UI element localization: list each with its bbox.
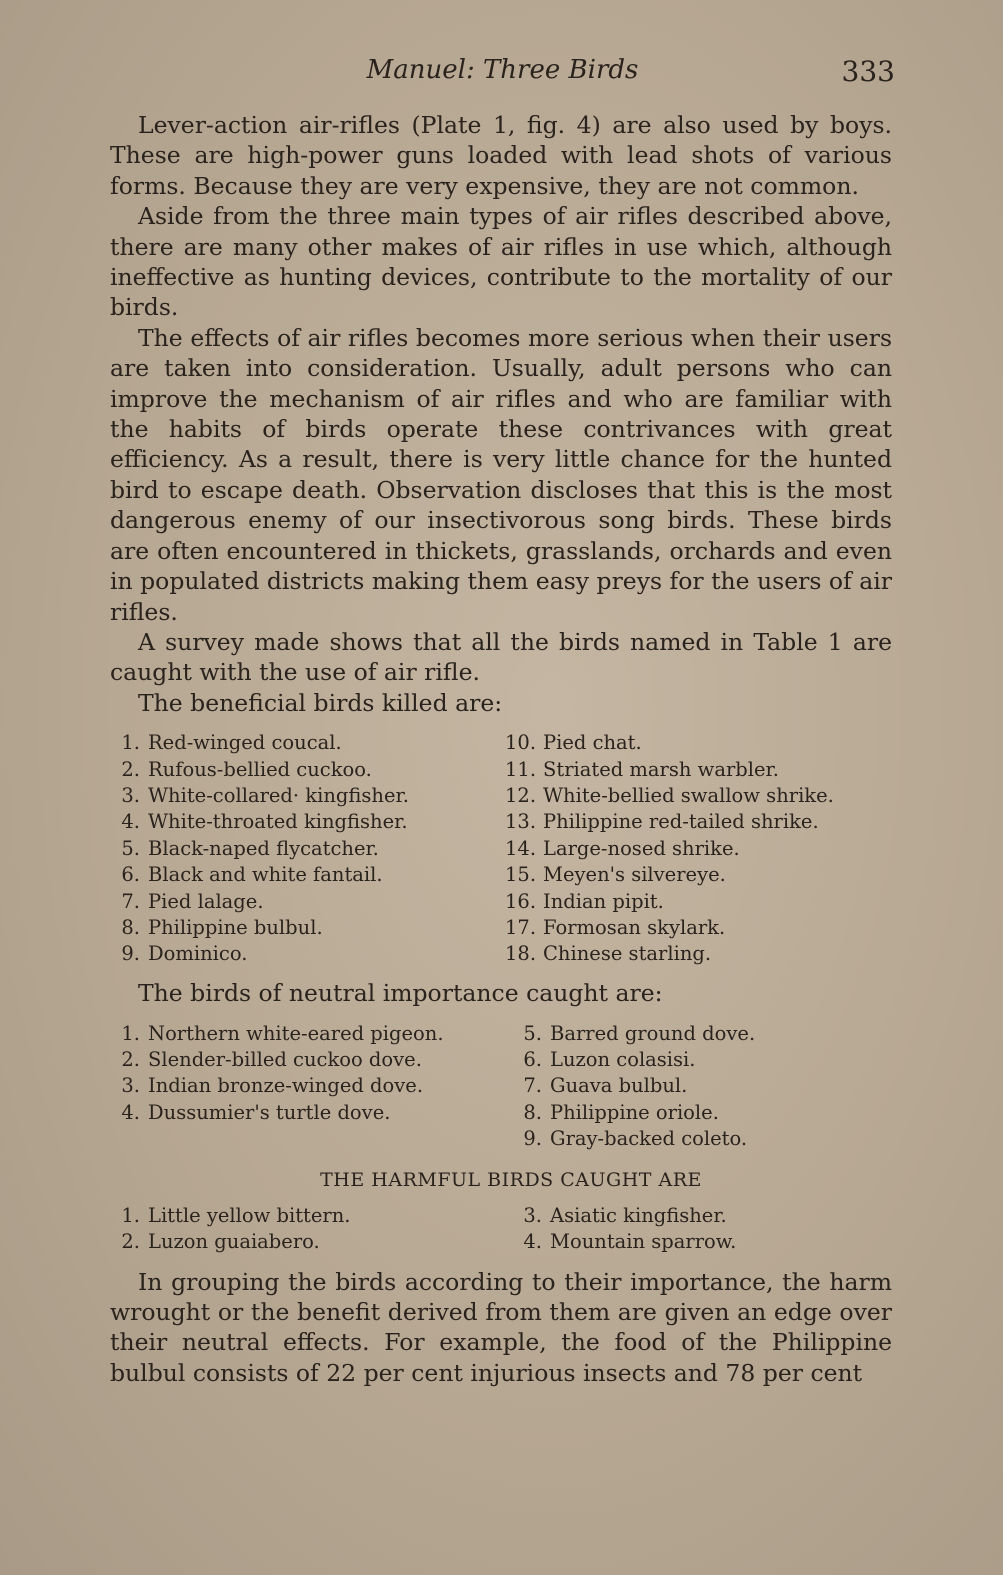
harmful-list	[110, 1203, 892, 1257]
list-item-name: Black and white fantail.	[148, 863, 383, 887]
list-item	[512, 1229, 736, 1255]
list-item-name: Red-winged coucal.	[148, 731, 342, 755]
list-item	[512, 1021, 755, 1047]
list-item-number: 1.	[121, 731, 140, 755]
list-item	[512, 1126, 755, 1152]
list-item-name: Little yellow bittern.	[148, 1203, 351, 1227]
list-item	[110, 941, 409, 967]
list-item-number: 8.	[523, 1100, 542, 1124]
list-item-number: 4.	[121, 810, 140, 834]
harmful-right-column	[512, 1203, 736, 1256]
list-item	[512, 1073, 755, 1099]
list-item-number: 7.	[523, 1074, 542, 1098]
list-item	[110, 1100, 444, 1126]
beneficial-intro: The beneficial birds killed are:	[138, 688, 503, 717]
list-item-name: Black-naped flycatcher.	[148, 836, 379, 860]
list-item-number: 10.	[505, 731, 537, 755]
paragraph: The effects of air rifles becomes more serious when their users are taken into consideration. Usually, adult persons who can improve the mechanism of air rifles and who are familiar with the habits of birds operate these contrivances with great efficiency. As a result, there is very little chance for the hunted bird to escape death. Observation discloses that this is the most dangerous enemy of our insectivorous song birds. These birds are often encountered in thickets, grasslands, orchards and even in populated districts making them easy preys for the users of air rifles.	[110, 323, 892, 626]
beneficial-left-column	[110, 730, 409, 968]
list-item-number: 11.	[505, 757, 537, 781]
list-item	[110, 862, 409, 888]
list-item-name: Gray-backed coleto.	[550, 1127, 748, 1151]
neutral-left-column	[110, 1021, 444, 1127]
list-item-number: 18.	[505, 942, 537, 966]
list-item	[505, 783, 834, 809]
list-item-name: White-bellied swallow shrike.	[543, 783, 834, 807]
list-item-number: 12.	[505, 783, 537, 807]
list-item-name: Slender-billed cuckoo dove.	[148, 1047, 422, 1071]
list-item-number: 17.	[505, 915, 537, 939]
list-item-name: Northern white-eared pigeon.	[148, 1021, 444, 1045]
list-item-number: 1.	[121, 1021, 140, 1045]
list-item-name: Large-nosed shrike.	[543, 836, 740, 860]
list-item	[110, 1229, 351, 1255]
list-item	[505, 889, 834, 915]
list-item-name: Philippine bulbul.	[148, 915, 323, 939]
list-item-name: Pied chat.	[543, 731, 642, 755]
list-item-name: Philippine oriole.	[550, 1100, 719, 1124]
list-item-number: 8.	[121, 915, 140, 939]
list-item-number: 6.	[121, 863, 140, 887]
list-item	[110, 1021, 444, 1047]
list-item	[505, 862, 834, 888]
list-item-name: Rufous-bellied cuckoo.	[148, 757, 372, 781]
list-item	[110, 730, 409, 756]
list-item-number: 15.	[505, 863, 537, 887]
list-item-name: Indian bronze-winged dove.	[148, 1074, 424, 1098]
list-item-name: Formosan skylark.	[543, 915, 726, 939]
list-item-number: 2.	[121, 1047, 140, 1071]
list-item-number: 14.	[505, 836, 537, 860]
list-item	[110, 809, 409, 835]
page-number: 333	[841, 55, 895, 88]
list-item-name: White-collared· kingfisher.	[148, 783, 409, 807]
running-head: Manuel: Three Birds	[366, 55, 639, 85]
paragraph: Lever-action air-rifles (Plate 1, fig. 4) are also used by boys. These are high-power guns loaded with lead shots of various forms. Because they are very expensive, they are not common.	[110, 111, 892, 200]
list-item-number: 2.	[121, 757, 140, 781]
list-item	[110, 757, 409, 783]
list-item-name: Indian pipit.	[543, 889, 664, 913]
harmful-heading: THE HARMFUL BIRDS CAUGHT ARE	[320, 1168, 702, 1191]
list-item-name: Pied lalage.	[148, 889, 264, 913]
list-item-number: 16.	[505, 889, 537, 913]
list-item-name: Dussumier's turtle dove.	[148, 1100, 391, 1124]
list-item-name: Striated marsh warbler.	[543, 757, 779, 781]
harmful-left-column	[110, 1203, 351, 1256]
list-item-name: Luzon guaiabero.	[148, 1229, 320, 1253]
list-item	[505, 757, 834, 783]
list-item-number: 3.	[523, 1203, 542, 1227]
list-item-number: 1.	[121, 1203, 140, 1227]
list-item-name: Barred ground dove.	[550, 1021, 756, 1045]
list-item-name: Guava bulbul.	[550, 1074, 688, 1098]
list-item-name: Mountain sparrow.	[550, 1229, 737, 1253]
list-item-number: 6.	[523, 1047, 542, 1071]
list-item	[110, 1073, 444, 1099]
list-item-number: 3.	[121, 783, 140, 807]
list-item	[505, 941, 834, 967]
list-item	[512, 1203, 736, 1229]
page-body	[110, 110, 892, 1388]
list-item-number: 2.	[121, 1229, 140, 1253]
list-item-number: 5.	[121, 836, 140, 860]
list-item	[505, 915, 834, 941]
list-item-number: 4.	[121, 1100, 140, 1124]
list-item	[512, 1100, 755, 1126]
list-item-name: White-throated kingfisher.	[148, 810, 408, 834]
paragraph: A survey made shows that all the birds named in Table 1 are caught with the use of air rifle.	[110, 627, 892, 687]
page-header	[110, 55, 895, 95]
list-item-number: 9.	[121, 942, 140, 966]
list-item	[110, 836, 409, 862]
list-item-name: Dominico.	[148, 942, 248, 966]
list-item-name: Asiatic kingfisher.	[550, 1203, 727, 1227]
list-item-number: 4.	[523, 1229, 542, 1253]
list-item-name: Luzon colasisi.	[550, 1047, 696, 1071]
list-item	[512, 1047, 755, 1073]
list-item-name: Chinese starling.	[543, 942, 712, 966]
list-item-number: 3.	[121, 1074, 140, 1098]
list-item-number: 5.	[523, 1021, 542, 1045]
list-item-name: Meyen's silvereye.	[543, 863, 726, 887]
list-item	[505, 730, 834, 756]
neutral-list	[110, 1021, 892, 1155]
closing-paragraph: In grouping the birds according to their importance, the harm wrought or the benefit derived from them are given an edge over their neutral effects. For example, the food of the Philippine bulbul consists of 22 per cent injurious insects and 78 per cent	[110, 1267, 892, 1387]
list-item	[505, 809, 834, 835]
list-item-number: 9.	[523, 1127, 542, 1151]
list-item	[110, 889, 409, 915]
list-item	[110, 783, 409, 809]
list-item	[110, 915, 409, 941]
list-item	[505, 836, 834, 862]
list-item	[110, 1047, 444, 1073]
beneficial-list	[110, 730, 892, 968]
paragraph: Aside from the three main types of air rifles described above, there are many other makes of air rifles in use which, although ineffective as hunting devices, contribute to the mortality of our birds.	[110, 202, 892, 322]
list-item-number: 13.	[505, 810, 537, 834]
neutral-right-column	[512, 1021, 755, 1153]
list-item-name: Philippine red-tailed shrike.	[543, 810, 819, 834]
neutral-intro: The birds of neutral importance caught are:	[138, 979, 663, 1008]
list-item	[110, 1203, 351, 1229]
beneficial-right-column	[505, 730, 834, 968]
list-item-number: 7.	[121, 889, 140, 913]
